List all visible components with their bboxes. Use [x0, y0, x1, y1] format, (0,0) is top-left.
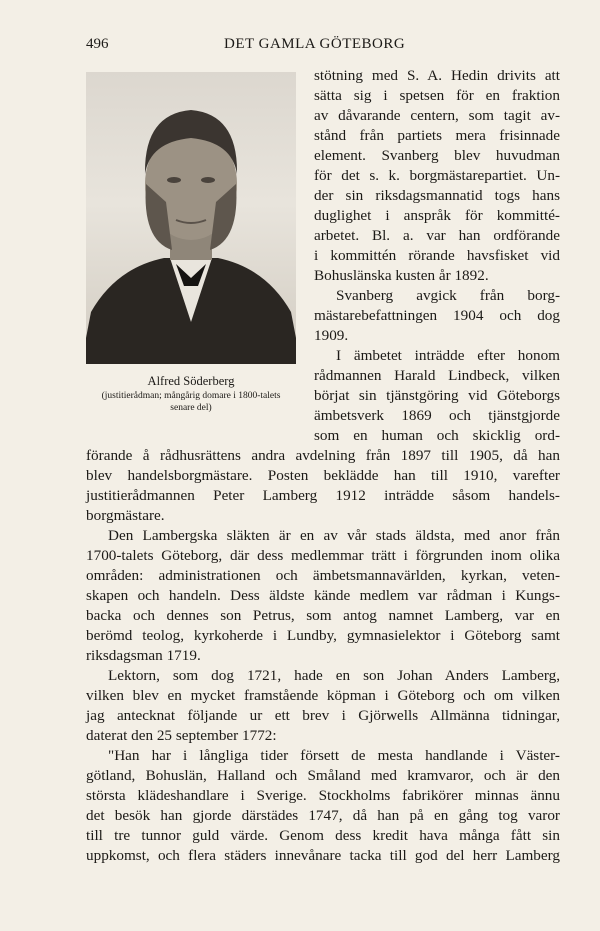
portrait-photo [86, 72, 296, 364]
text-line: vilken blev en mycket framstående köpman i Göteborg och om vilken [86, 687, 560, 704]
text-line: ämbetsverk 1869 och tjänstgjorde [314, 407, 560, 424]
text-line: rådmannen Harald Lindbeck, vilken [314, 367, 560, 384]
text-line: I ämbetet inträdde efter honom [336, 347, 560, 364]
figure-caption-note [78, 390, 304, 414]
text-line: områden: administrationen och ämbetsmannavärlden, kyrkan, veten- [86, 567, 560, 584]
text-line: "Han har i långliga tider försett de mesta handlande i Väster- [108, 747, 560, 764]
text-line: backa och dennes son Petrus, som antog namnet Lamberg, var en [86, 607, 560, 624]
text-line: berömd teolog, kyrkoherde i Lundby, gymnasielektor i Göteborg samt [86, 627, 560, 644]
text-line: daterat den 25 september 1772: [86, 727, 277, 744]
text-line: 1700-talets Göteborg, där dess medlemmar trätt i förgrunden inom olika [86, 547, 560, 564]
text-line: Den Lambergska släkten är en av vår stads äldsta, med anor från [108, 527, 560, 544]
text-line: i kommittén rörande havsfisket vid [314, 247, 560, 264]
text-line: mästarebefattningen 1904 och dog [314, 307, 560, 324]
text-line: justitierådmannen Peter Lamberg 1912 inträdde såsom handels- [86, 487, 560, 504]
text-line: sätta sig i spetsen för en fraktion [314, 87, 560, 104]
text-line: duglighet i anspråk för kommitté- [314, 207, 560, 224]
caption-note-line-1: (justitierådman; mångårig domare i 1800-talets [101, 391, 281, 401]
caption-note-line-2: senare del) [170, 403, 212, 413]
text-line: skapen och handeln. Dess äldste kände medlem var rådman i Kungs- [86, 587, 560, 604]
text-line: 1909. [314, 327, 349, 344]
figure-caption: Alfred Söderberg [147, 374, 235, 388]
text-line: börjat sin tjänstgöring vid Göteborgs [314, 387, 560, 404]
text-line: förande å rådhusrättens andra avdelning från 1897 till 1905, då han [86, 447, 560, 464]
page-number: 496 [86, 36, 109, 52]
text-line: Svanberg avgick från borg- [336, 287, 560, 304]
text-line: största klädeshandlare i Sverige. Stockholms fabrikörer minnas ännu [86, 787, 560, 804]
text-line: för det s. k. borgmästarepartiet. Un- [314, 167, 560, 184]
text-line: stånd från partiets mera frisinnade [314, 127, 560, 144]
text-line: der sin riksdagsmannatid togs hans [314, 187, 560, 204]
text-line: götland, Bohuslän, Halland och Småland med kramvaror, och är den [86, 767, 560, 784]
running-head: DET GAMLA GÖTEBORG [224, 36, 406, 52]
text-line: till tre tunnor guld värde. Genom dess kredit hava många fått sin [86, 827, 560, 844]
text-line: element. Svanberg blev huvudman [314, 147, 560, 164]
text-line: stötning med S. A. Hedin drivits att [314, 67, 560, 84]
text-line: borgmästare. [86, 507, 165, 524]
text-line: riksdagsman 1719. [86, 647, 201, 664]
text-line: uppkomst, och flera städers innevånare tacka till god del herr Lamberg [86, 847, 560, 864]
text-line: det besök han gjorde därstädes 1747, då han på en gång tog varor [86, 807, 560, 824]
text-line: som en human och skicklig ord- [314, 427, 560, 444]
text-line: jag antecknat följande ur ett brev i Gjörwells Allmänna tidningar, [86, 707, 560, 724]
text-line: av dåvarande centern, som tagit av- [314, 107, 560, 124]
text-line: arbetet. Bl. a. var han ordförande [314, 227, 560, 244]
text-line: Lektorn, som dog 1721, hade en son Johan Anders Lamberg, [108, 667, 560, 684]
text-line: blev handelsborgmästare. Posten beklädde han till 1910, varefter [86, 467, 560, 484]
text-line: Bohuslänska kusten år 1892. [314, 267, 489, 284]
